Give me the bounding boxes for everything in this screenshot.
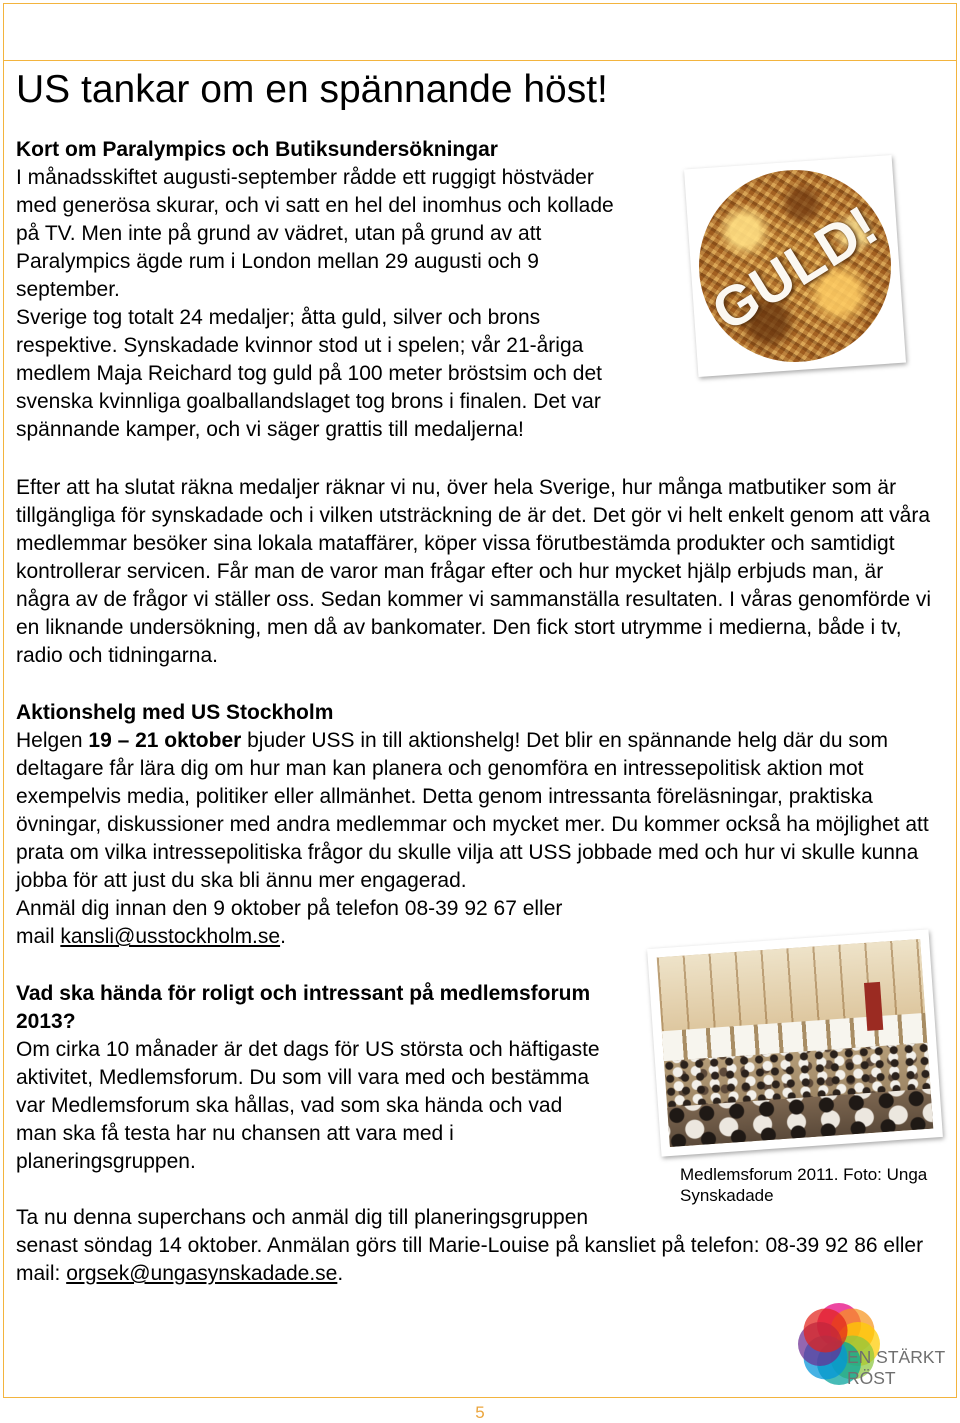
text-line: Anmäl dig innan den 9 oktober på telefon 08-39 92 67 eller [16,897,563,920]
section-heading: Aktionshelg med US Stockholm [16,701,334,724]
email-link-kansli[interactable]: kansli@usstockholm.se [60,925,281,948]
paralympics-section [16,136,614,444]
text-line: I månadsskiftet augusti-september rådde ett ruggigt höstväder [16,166,594,189]
caption-line: Medlemsforum 2011. Foto: Unga [680,1165,928,1184]
text-line: medlem Maja Reichard tog guld på 100 meter bröstsim och det [16,362,602,385]
text-segment: Helgen [16,729,89,752]
text-line: senast söndag 14 oktober. Anmälan görs till Marie-Louise på kansliet på telefon: 08-39 92 86 eller [16,1234,924,1257]
text-line: Paralympics ägde rum i London mellan 29 augusti och 9 [16,250,539,273]
page-number: 5 [475,1403,485,1422]
gold-texture-disc [693,164,898,369]
event-dates: 19 – 21 oktober [88,729,242,752]
text-line: man ska få testa har nu chansen att vara med i [16,1122,454,1145]
text-line: Sverige tog totalt 24 medaljer; åtta guld, silver och brons [16,306,541,329]
text-line: svenska kvinnliga goalballandslaget tog brons i finalen. Det var [16,390,601,413]
logo-ring-circle [804,1309,848,1353]
text-segment: bjuder USS in till aktionshelg! Det blir en spännande helg där du som [241,729,889,752]
email-link-orgsek[interactable]: orgsek@ungasynskadade.se [66,1262,338,1285]
photo-caption [680,1164,927,1206]
text-line: var Medlemsforum ska hållas, vad som ska hända och vad [16,1094,563,1117]
section-heading: Vad ska hända för roligt och intressant på medlemsforum [16,982,591,1005]
text-line: medlemmar besöker sina lokala mataffärer, köper vissa förutbestämda produkter och samtidigt [16,532,895,555]
text-line [16,1260,923,1288]
en-starkt-rost-logo [797,1296,952,1396]
logo-text-line1: EN STÄRKT [847,1347,946,1367]
text-line: aktivitet, Medlemsforum. Du som vill vara med och bestämma [16,1066,590,1089]
text-line: på TV. Men inte på grund av vädret, utan på grund av att [16,222,542,245]
text-line: Efter att ha slutat räkna medaljer räknar vi nu, över hela Sverige, hur många matbutiker som är [16,476,897,499]
text-line: exempelvis media, politiker eller allmänhet. Detta genom intressanta föreläsningar, praktiska [16,785,873,808]
text-line: radio och tidningarna. [16,644,218,667]
text-line: med generösa skurar, och vi satt en hel del inomhus och kollade [16,194,614,217]
text-line: tillgängliga för synskadade och i vilken utsträckning de är det. Det gör vi helt enkelt genom att våra [16,504,931,527]
text-line: respektive. Synskadade kvinnor stod ut i spelen; vår 21-åriga [16,334,584,357]
text-segment: . [280,925,286,948]
page-title: US tankar om en spännande höst! [16,68,608,111]
text-line: en liknande undersökning, men då av bankomater. Den fick stort utrymme i medierna, både i tv, [16,616,902,639]
section-heading: Kort om Paralympics och Butiksundersökningar [16,138,498,161]
butiksundersokning-section [16,474,931,670]
text-line: jobba för att just du ska bli ännu mer engagerad. [16,869,467,892]
text-line: spännande kamper, och vi säger grattis till medaljerna! [16,418,524,441]
text-line: några av de frågor vi ställer oss. Sedan kommer vi sammanställa resultaten. I våras genomförde vi [16,588,932,611]
section-heading: 2013? [16,1010,76,1033]
text-line: deltagare får lära dig om hur man kan planera och genomföra en intressepolitisk aktion mot [16,757,864,780]
text-line: planeringsgruppen. [16,1150,196,1173]
aktionshelg-section [16,699,929,951]
text-line: prata om vilka intressepolitiska frågor du skulle vilja att USS jobbade med och hur vi skulle kunna [16,841,919,864]
text-segment: . [337,1262,344,1285]
text-line: Ta nu denna superchans och anmäl dig till planeringsgruppen [16,1206,589,1229]
text-line: Om cirka 10 månader är det dags för US största och häftigaste [16,1038,600,1061]
text-segment: mail [16,925,61,948]
logo-text-line2: RÖST [847,1368,896,1388]
medlemsforum-section [16,980,923,1288]
guld-badge-image [684,155,906,377]
text-line: september. [16,278,120,301]
text-line [16,727,929,755]
guld-badge-text: GULD! [700,192,889,343]
caption-line: Synskadade [680,1186,774,1205]
text-segment: mail: [16,1262,67,1285]
header-rule [3,60,957,61]
text-line: kontrollerar servicen. Får man de varor man frågar efter och hur mycket hjälp erbjuds man, är [16,560,884,583]
text-line: övningar, diskussioner med andra medlemmar och mycket mer. Du kommer också ha möjlighet att [16,813,929,836]
